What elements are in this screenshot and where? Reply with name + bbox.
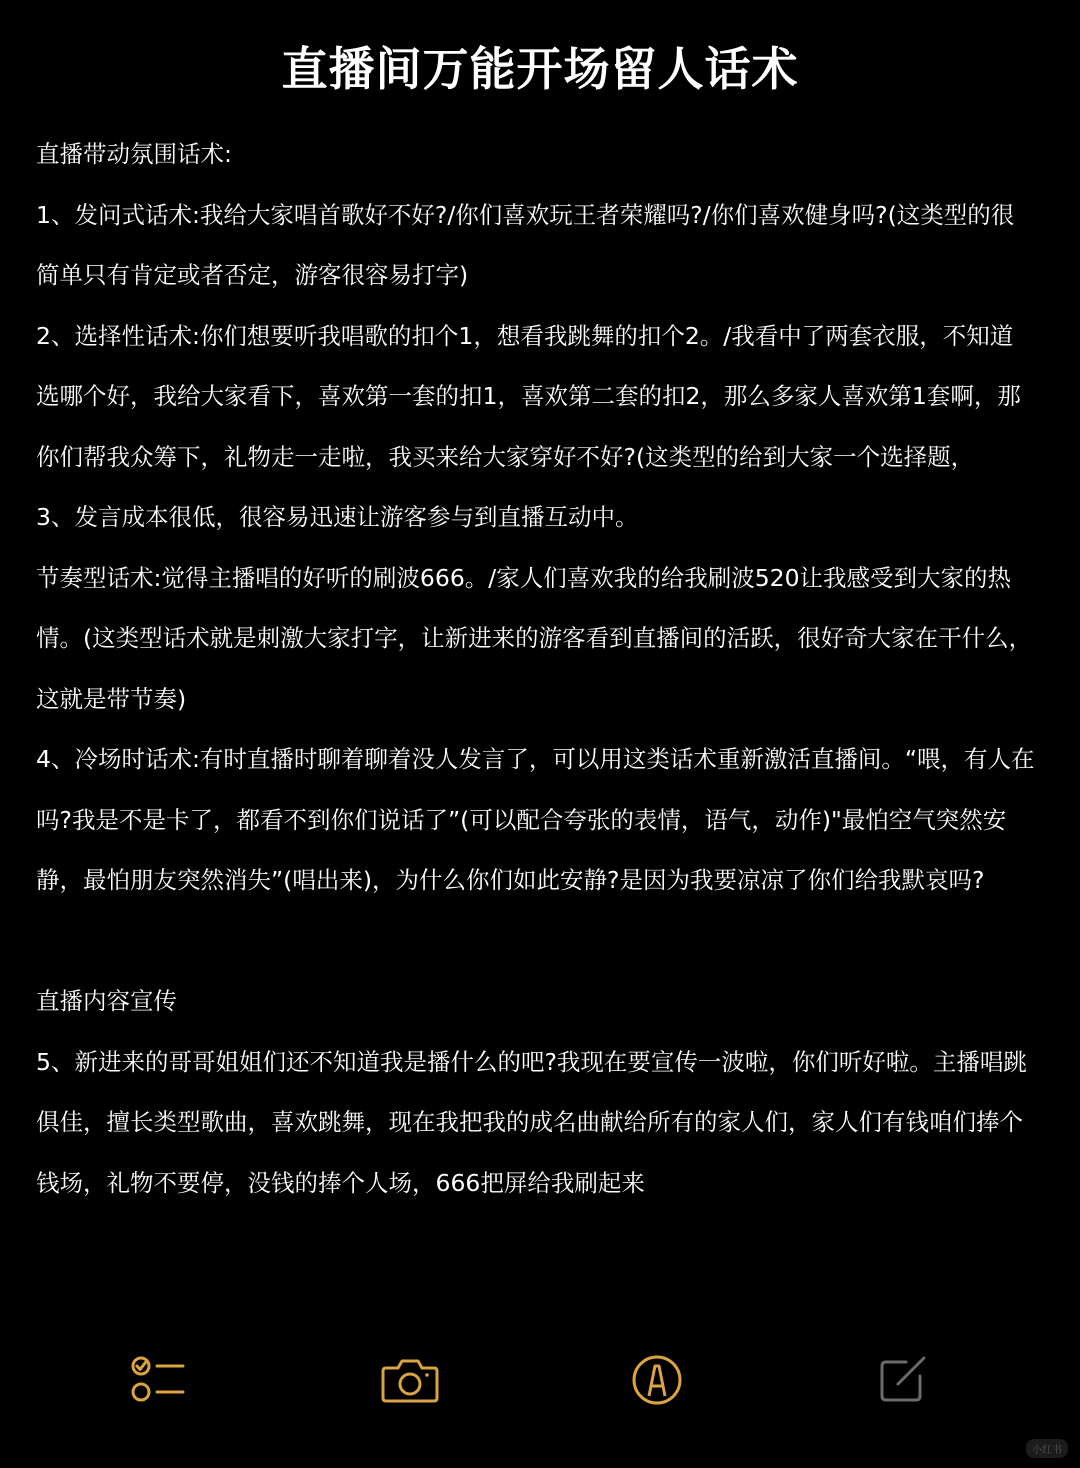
paragraph-cold-scene-script: 4、冷场时话术:有时直播时聊着聊着没人发言了，可以用这类话术重新激活直播间。“喂，有人在吗?我是不是卡了，都看不到你们说话了”(可以配合夸张的表情，语气，动作)"最怕空气突然安静，最怕朋友突然消失”(唱出来)，为什么你们如此安静?是因为我要凉凉了你们给我默哀吗? (36, 745, 1035, 894)
markup-button[interactable] (627, 1350, 687, 1410)
checklist-icon (127, 1352, 187, 1408)
bottom-toolbar (0, 1350, 1080, 1420)
paragraph-low-cost: 3、发言成本很低，很容易迅速让游客参与到直播互动中。 (36, 503, 639, 531)
paragraph-promotion-script: 5、新进来的哥哥姐姐们还不知道我是播什么的吧?我现在要宣传一波啦，你们听好啦。主播唱跳俱佳，擅长类型歌曲，喜欢跳舞，现在我把我的成名曲献给所有的家人们，家人们有钱咱们捧个钱场，礼物不要停，没钱的捧个人场，666把屏给我刷起来 (36, 1047, 1027, 1197)
paragraph-atmosphere-heading: 直播带动氛围话术: (36, 140, 232, 168)
blank-line (36, 911, 1036, 972)
paragraph-question-script: 1、发问式话术:我给大家唱首歌好不好?/你们喜欢玩王者荣耀吗?/你们喜欢健身吗?(这类型的很简单只有肯定或者否定，游客很容易打字) (36, 200, 1015, 289)
note-body[interactable] (36, 124, 1036, 1213)
checklist-button[interactable] (127, 1350, 187, 1410)
paragraph-rhythm-script: 节奏型话术:觉得主播唱的好听的刷波666。/家人们喜欢我的给我刷波520让我感受到大家的热情。(这类型话术就是刺激大家打字，让新进来的游客看到直播间的活跃，很好奇大家在干什么，这就是带节奏) (36, 563, 1033, 713)
watermark-logo: 小红书 (1026, 1439, 1068, 1458)
markup-pen-icon (629, 1352, 685, 1408)
compose-icon (874, 1352, 930, 1408)
paragraph-promotion-heading: 直播内容宣传 (36, 987, 177, 1015)
compose-button[interactable] (872, 1350, 932, 1410)
camera-icon (380, 1354, 440, 1406)
page-title: 直播间万能开场留人话术 (281, 42, 799, 96)
paragraph-choice-script: 2、选择性话术:你们想要听我唱歌的扣个1，想看我跳舞的扣个2。/我看中了两套衣服，不知道选哪个好，我给大家看下，喜欢第一套的扣1，喜欢第二套的扣2，那么多家人喜欢第1套啊，那你们帮我众筹下，礼物走一走啦，我买来给大家穿好不好?(这类型的给到大家一个选择题， (36, 321, 1021, 471)
camera-button[interactable] (380, 1350, 440, 1410)
